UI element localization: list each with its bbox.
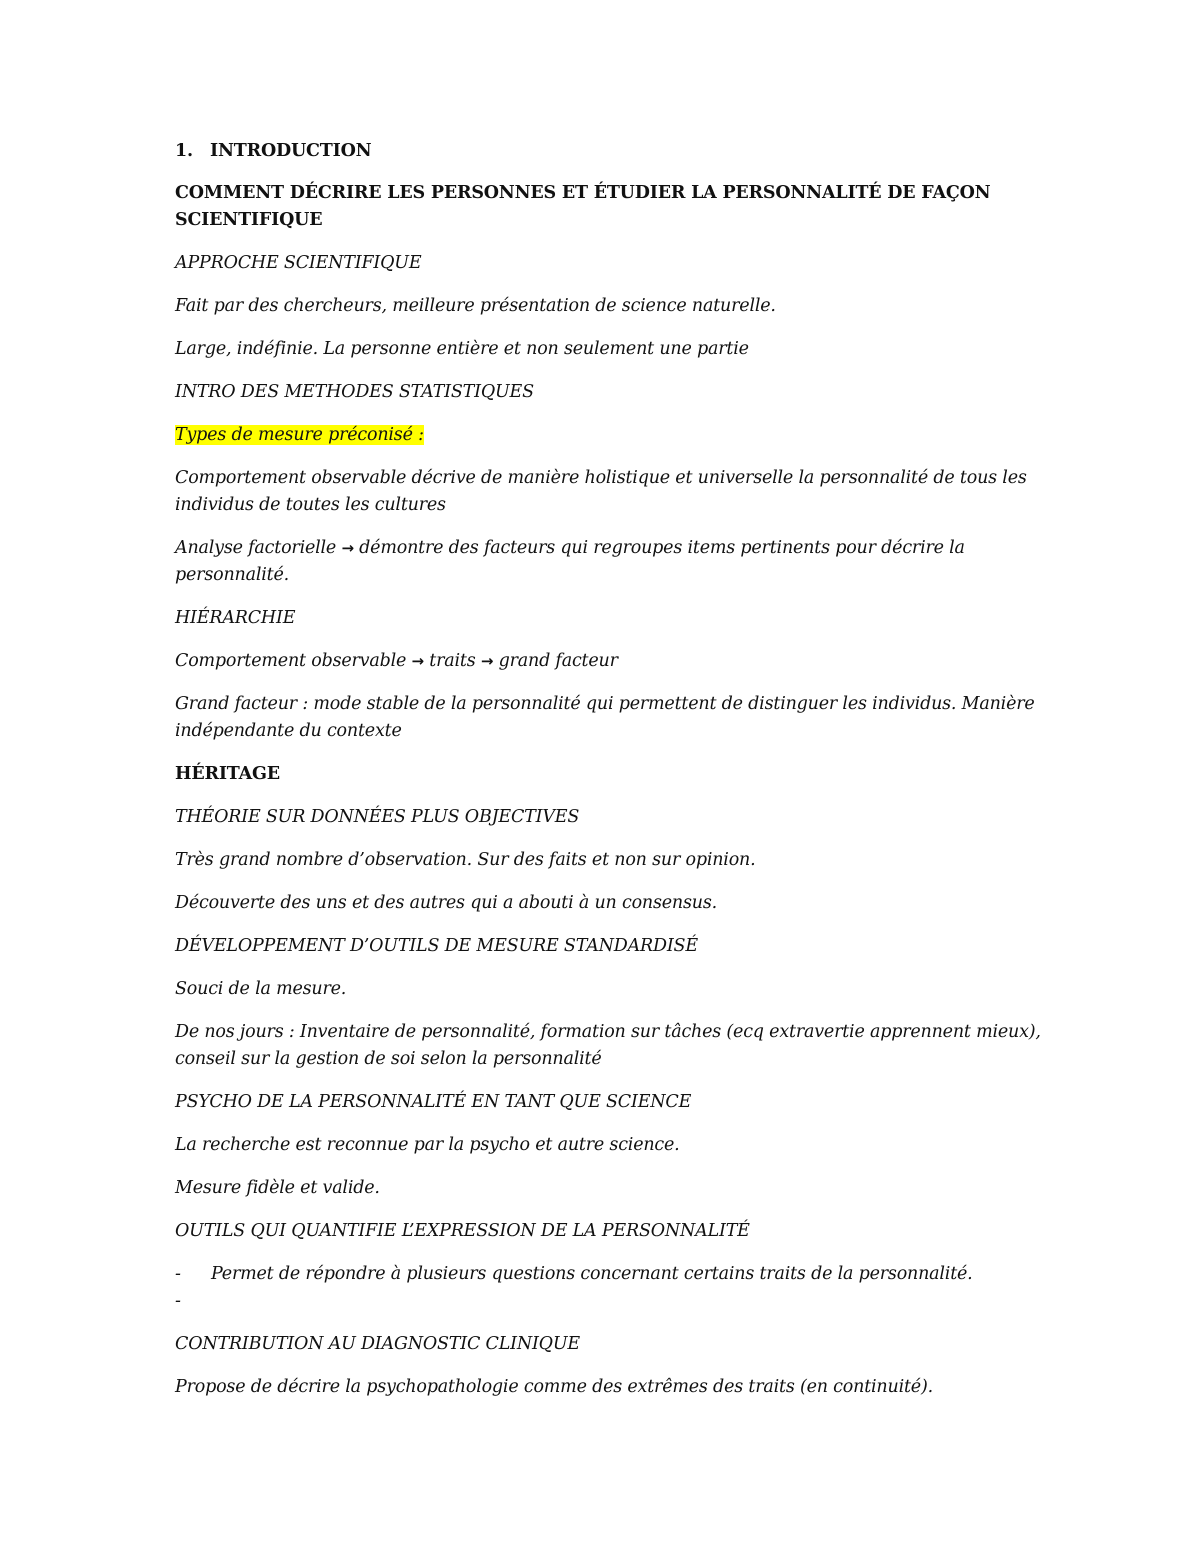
document-page <box>175 138 1075 1417</box>
developpement-paragraph-1: Souci de la mesure. <box>175 979 347 999</box>
grand-facteur-paragraph: Grand facteur : mode stable de la personnalité qui permettent de distinguer les individus. Manière indépendante du contexte <box>175 694 1035 741</box>
developpement-title: DÉVELOPPEMENT D’OUTILS DE MESURE STANDARDISÉ <box>175 936 698 956</box>
types-mesure-line <box>175 422 1075 449</box>
approche-paragraph-2: Large, indéfinie. La personne entière et non seulement une partie <box>175 339 749 359</box>
highlighted-text: Types de mesure préconisé : <box>175 425 424 445</box>
theorie-paragraph-1: Très grand nombre d’observation. Sur des faits et non sur opinion. <box>175 850 756 870</box>
heritage-title: HÉRITAGE <box>175 764 280 784</box>
analyse-paragraph <box>175 535 1075 589</box>
psycho-paragraph-2: Mesure fidèle et valide. <box>175 1178 380 1198</box>
arrow-right-icon: → <box>480 652 494 670</box>
bullet-text: Permet de répondre à plusieurs questions concernant certains traits de la personnalité. <box>211 1264 973 1284</box>
hierarchie-chain <box>175 648 1075 675</box>
contribution-title: CONTRIBUTION AU DIAGNOSTIC CLINIQUE <box>175 1334 580 1354</box>
psycho-paragraph-1: La recherche est reconnue par la psycho et autre science. <box>175 1135 680 1155</box>
list-item <box>175 1261 1075 1288</box>
developpement-paragraph-2: De nos jours : Inventaire de personnalité, formation sur tâches (ecq extravertie apprennent mieux), conseil sur la gestion de soi selon la personnalité <box>175 1022 1041 1069</box>
hierarchie-step-1: Comportement observable <box>175 651 412 671</box>
section-heading <box>175 138 1075 165</box>
list-item <box>175 1288 1075 1315</box>
bullet-dash: - <box>175 1291 181 1311</box>
analyse-right-text: démontre des facteurs qui regroupes items pertinents pour décrire la personnalité. <box>175 538 965 585</box>
outils-title: OUTILS QUI QUANTIFIE L’EXPRESSION DE LA PERSONNALITÉ <box>175 1221 750 1241</box>
comportement-paragraph: Comportement observable décrive de manière holistique et universelle la personnalité de tous les individus de toutes les cultures <box>175 468 1027 515</box>
contribution-paragraph: Propose de décrire la psychopathologie comme des extrêmes des traits (en continuité). <box>175 1377 933 1397</box>
bullet-dash: - <box>175 1264 181 1284</box>
section-title: INTRODUCTION <box>210 141 372 161</box>
approche-title: APPROCHE SCIENTIFIQUE <box>175 253 422 273</box>
theorie-title: THÉORIE SUR DONNÉES PLUS OBJECTIVES <box>175 807 580 827</box>
section-number: 1. <box>175 141 193 161</box>
hierarchie-step-2: traits <box>423 651 481 671</box>
psycho-title: PSYCHO DE LA PERSONNALITÉ EN TANT QUE SCIENCE <box>175 1092 692 1112</box>
main-title: COMMENT DÉCRIRE LES PERSONNES ET ÉTUDIER LA PERSONNALITÉ DE FAÇON SCIENTIFIQUE <box>175 183 991 230</box>
arrow-right-icon: → <box>341 539 354 557</box>
approche-paragraph-1: Fait par des chercheurs, meilleure présentation de science naturelle. <box>175 296 776 316</box>
arrow-right-icon: → <box>411 652 424 670</box>
theorie-paragraph-2: Découverte des uns et des autres qui a abouti à un consensus. <box>175 893 717 913</box>
hierarchie-title: HIÉRARCHIE <box>175 608 296 628</box>
hierarchie-step-3: grand facteur <box>493 651 618 671</box>
intro-methodes-title: INTRO DES METHODES STATISTIQUES <box>175 382 534 402</box>
analyse-left-text: Analyse factorielle <box>175 538 342 558</box>
outils-bullet-list <box>175 1261 1075 1315</box>
